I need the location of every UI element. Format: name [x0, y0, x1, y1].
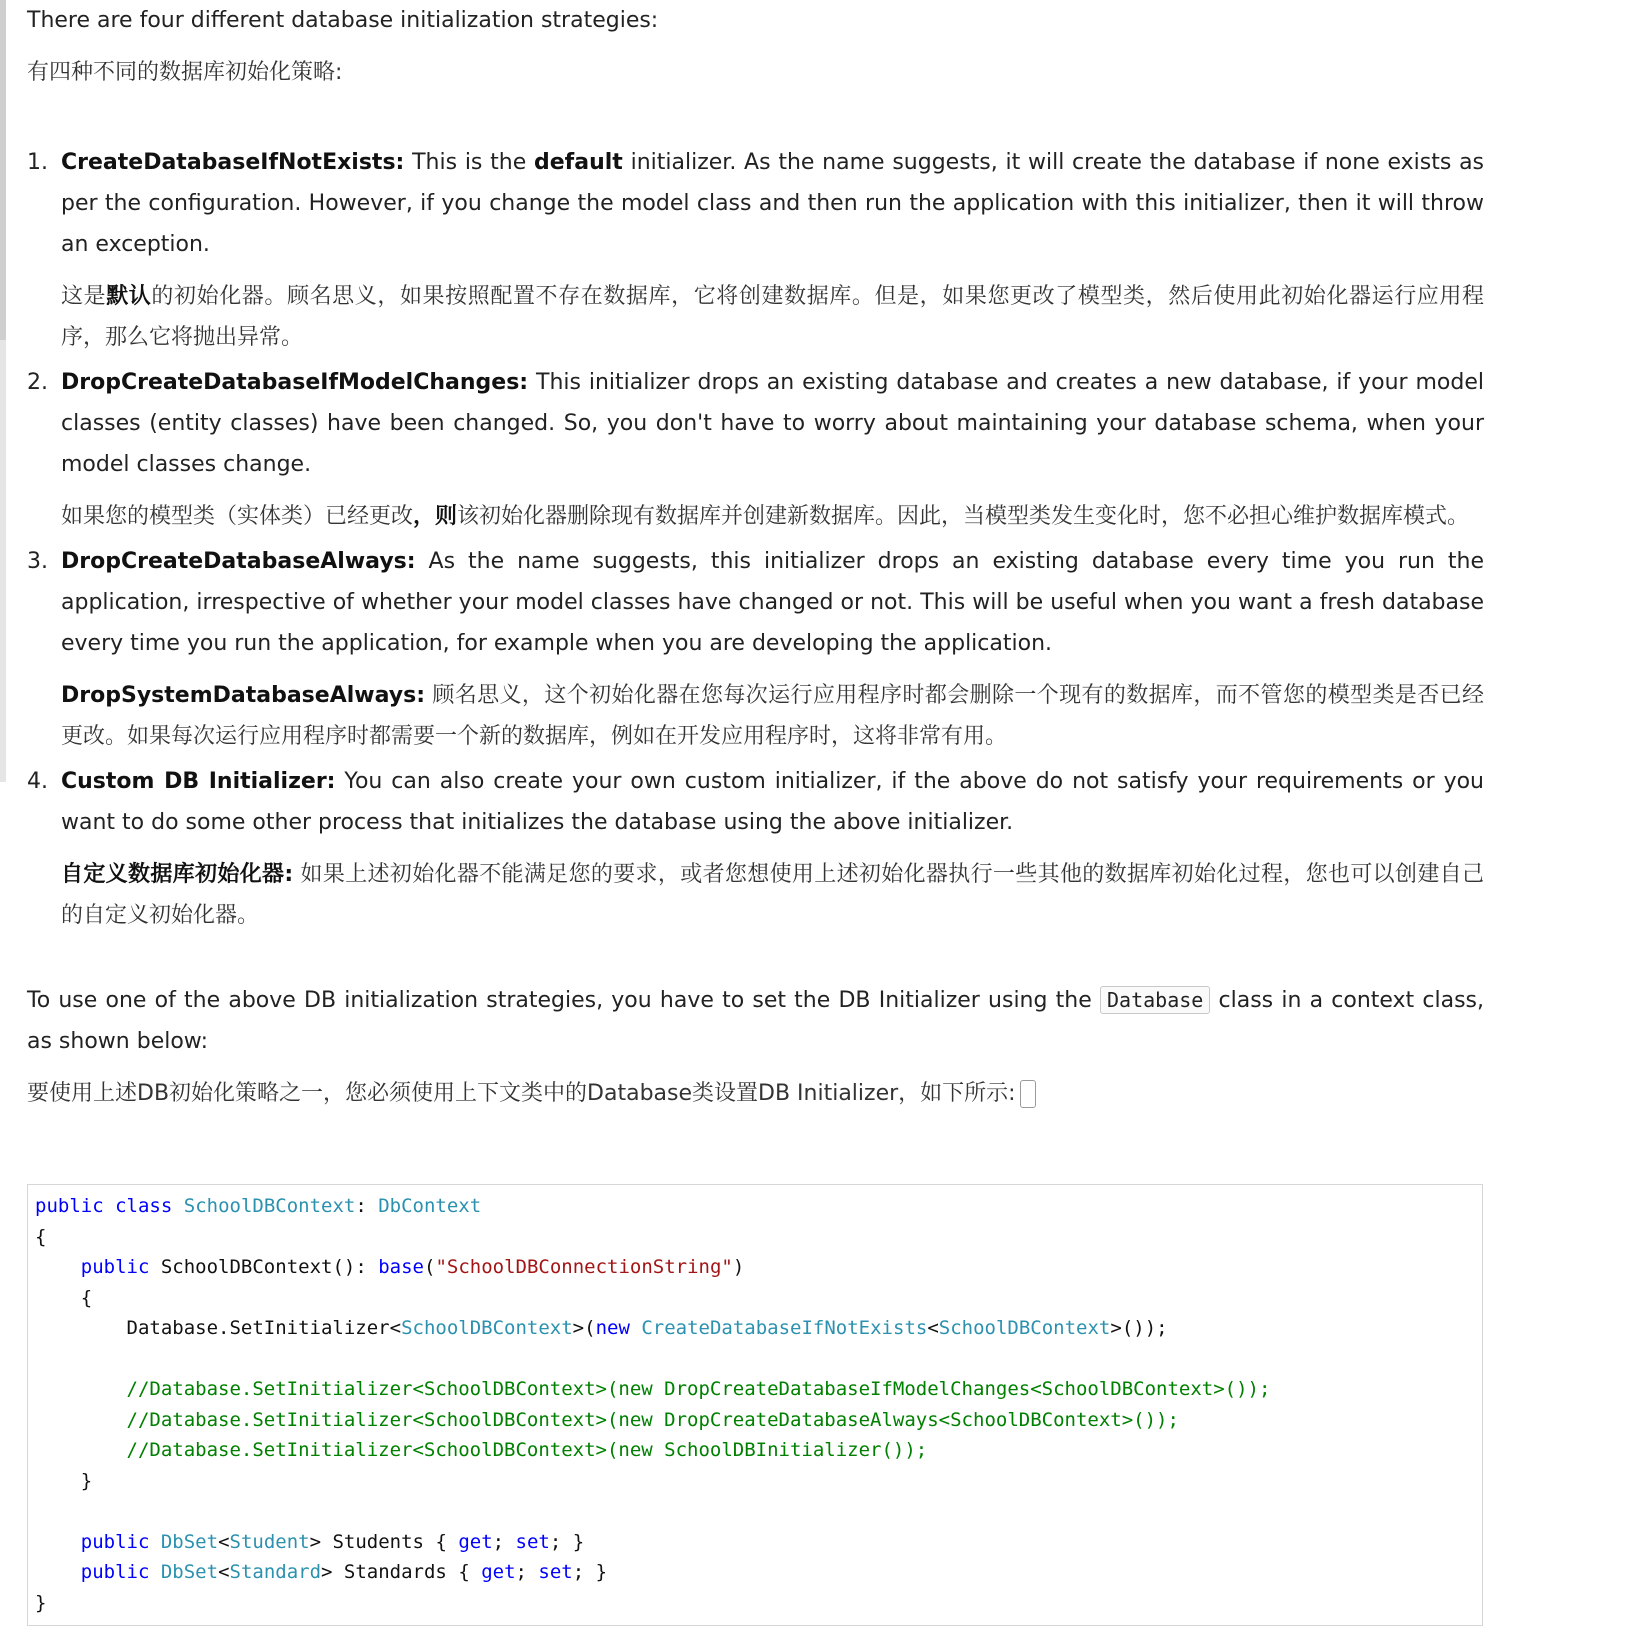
strategy-name: Custom DB Initializer:	[61, 769, 336, 794]
code-listing: public class SchoolDBContext: DbContext { public SchoolDBContext(): base("SchoolDBConnectionString") { Database.SetInitializer<SchoolDBContext>(new CreateDatabaseIfNotExists<SchoolDBContext>()); //Database.SetInitializer<SchoolDBContext>(new DropCreateDatabaseIfModelChanges<SchoolDBContext>()); //Database.SetInitializer<SchoolDBContext>(new DropCreateDatabaseAlways<SchoolDBContext>()); //Database.SetInitializer<SchoolDBContext>(new SchoolDBInitializer()); } public DbSet<Student> Students { get; set; } public DbSet<Standard> Standards { get; set; } }	[35, 1195, 1271, 1614]
list-number: 1.	[27, 150, 48, 175]
strategy-zh: 这是默认的初始化器。顾名思义，如果按照配置不存在数据库，它将创建数据库。但是，如果您更改了模型类，然后使用此初始化器运行应用程序，那么它将抛出异常。	[61, 284, 1484, 350]
strategy-en: Custom DB Initializer: You can also create your own custom initializer, if the above do not satisfy your requirements or you want to do some other process that initializes the database using the above initializer.	[61, 769, 1484, 835]
strategy-zh: 自定义数据库初始化器: 如果上述初始化器不能满足您的要求，或者您想使用上述初始化器执行一些其他的数据库初始化过程，您也可以创建自己的自定义初始化器。	[61, 862, 1484, 928]
strategy-en: CreateDatabaseIfNotExists: This is the default initializer. As the name suggests, it will create the database if none exists as per the configuration. However, if you change the model class and then run the application with this initializer, then it will throw an exception.	[61, 150, 1485, 257]
strategy-en: DropCreateDatabaseAlways: As the name suggests, this initializer drops an existing database every time you run the application, irrespective of whether your model classes have changed or not. This will be useful when you want a fresh database every time you run the application, for example when you are developing the application.	[61, 549, 1485, 656]
strategy-en: DropCreateDatabaseIfModelChanges: This initializer drops an existing database and creates a new database, if your model classes (entity classes) have been changed. So, you don't have to worry about maintaining your database schema, when your model classes change.	[61, 370, 1484, 477]
list-item	[27, 362, 1484, 537]
article-body	[27, 0, 1484, 1114]
strategies-list	[27, 142, 1484, 936]
intro-zh: 有四种不同的数据库初始化策略:	[27, 60, 343, 85]
strategy-zh: DropSystemDatabaseAlways: 顾名思义，这个初始化器在您每次运行应用程序时都会删除一个现有的数据库，而不管您的模型类是否已经更改。如果每次运行应用程序时都需要一个新的数据库，例如在开发应用程序时，这将非常有用。	[61, 683, 1484, 749]
strategy-name: DropCreateDatabaseAlways:	[61, 549, 416, 574]
inline-code: Database	[1100, 986, 1210, 1014]
scroll-indicator[interactable]	[0, 0, 6, 782]
list-item	[27, 541, 1485, 757]
list-number: 4.	[27, 769, 48, 794]
intro-en: There are four different database initialization strategies:	[27, 8, 659, 33]
list-item	[27, 142, 1485, 358]
strategy-zh: 如果您的模型类（实体类）已经更改，则该初始化器删除现有数据库并创建新数据库。因此，当模型类发生变化时，您不必担心维护数据库模式。	[61, 504, 1470, 529]
usage-en: To use one of the above DB initialization strategies, you have to set the DB Initializer using the Database class in a context class, as shown below:	[27, 988, 1484, 1054]
usage-zh: 要使用上述DB初始化策略之一，您必须使用上下文类中的Database类设置DB Initializer，如下所示:	[27, 1073, 1484, 1114]
scroll-thumb[interactable]	[0, 0, 6, 340]
copy-icon[interactable]	[1020, 1080, 1036, 1108]
list-item	[27, 761, 1484, 936]
code-block	[27, 1184, 1483, 1626]
list-number: 3.	[27, 549, 48, 574]
list-number: 2.	[27, 370, 48, 395]
strategy-name: DropCreateDatabaseIfModelChanges:	[61, 370, 529, 395]
strategy-name: CreateDatabaseIfNotExists:	[61, 150, 405, 175]
